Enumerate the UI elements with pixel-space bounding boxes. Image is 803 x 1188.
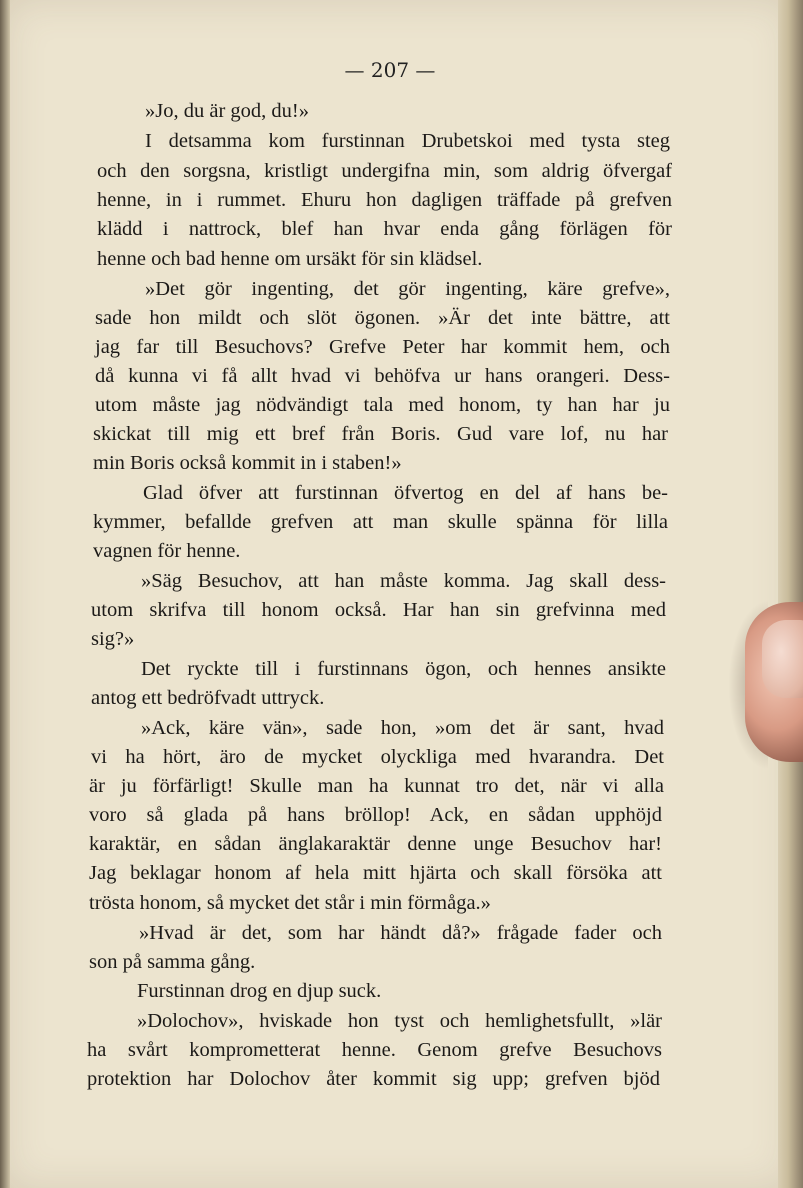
text-line: vagnen för henne.	[93, 540, 241, 562]
text-line: klädd i nattrock, blef han hvar enda gång förlägen för	[97, 218, 672, 240]
text-line: »Jo, du är god, du!»	[145, 100, 309, 122]
text-line: kymmer, befallde grefven att man skulle spänna för lilla	[93, 511, 668, 533]
text-line: »Hvad är det, som har händt då?» frågade fader och	[139, 922, 662, 944]
text-line: voro så glada på hans bröllop! Ack, en sådan upphöjd	[89, 804, 662, 826]
text-line: och den sorgsna, kristligt undergifna min, som aldrig öfvergaf	[97, 160, 672, 182]
text-line: sig?»	[91, 628, 135, 650]
text-line: karaktär, en sådan änglakaraktär denne unge Besuchov har!	[89, 833, 662, 855]
text-line: jag far till Besuchovs? Grefve Peter har kommit hem, och	[95, 336, 670, 358]
text-line: »Ack, käre vän», sade hon, »om det är sant, hvad	[141, 717, 664, 739]
text-line: sade hon mildt och slöt ögonen. »Är det inte bättre, att	[95, 307, 670, 329]
thumbnail-nail	[762, 620, 803, 698]
text-line: trösta honom, så mycket det står i min förmåga.»	[89, 892, 491, 914]
text-line: Det ryckte till i furstinnans ögon, och hennes ansikte	[141, 658, 666, 680]
text-line: skickat till mig ett bref från Boris. Gud vare lof, nu har	[93, 423, 668, 445]
page-number: — 207 —	[344, 58, 436, 82]
text-line: henne och bad henne om ursäkt för sin klädsel.	[97, 248, 483, 270]
text-line: är ju förfärligt! Skulle man ha kunnat tro det, när vi alla	[89, 775, 664, 797]
text-line: Furstinnan drog en djup suck.	[137, 980, 382, 1002]
text-line: I detsamma kom furstinnan Drubetskoi med tysta steg	[145, 130, 670, 152]
text-line: »Dolochov», hviskade hon tyst och hemlighetsfullt, »lär	[137, 1010, 662, 1032]
text-line: då kunna vi få allt hvad vi behöfva ur hans orangeri. Dess-	[95, 365, 670, 387]
text-line: utom skrifva till honom också. Har han sin grefvinna med	[91, 599, 666, 621]
text-line: »Säg Besuchov, att han måste komma. Jag skall dess-	[141, 570, 666, 592]
text-line: protektion har Dolochov åter kommit sig upp; grefven bjöd	[87, 1068, 660, 1090]
text-line: utom måste jag nödvändigt tala med honom, ty han har ju	[95, 394, 670, 416]
text-line: son på samma gång.	[89, 951, 256, 973]
text-line: min Boris också kommit in i staben!»	[93, 452, 402, 474]
text-line: Jag beklagar honom af hela mitt hjärta och skall försöka att	[89, 862, 662, 884]
text-line: henne, in i rummet. Ehuru hon dagligen träffade på grefven	[97, 189, 672, 211]
text-line: ha svårt komprometterat henne. Genom grefve Besuchovs	[87, 1039, 662, 1061]
text-line: antog ett bedröfvadt uttryck.	[91, 687, 325, 709]
text-line: »Det gör ingenting, det gör ingenting, käre grefve»,	[145, 278, 670, 300]
text-line: Glad öfver att furstinnan öfvertog en del af hans be-	[143, 482, 668, 504]
text-line: vi ha hört, äro de mycket olyckliga med hvarandra. Det	[91, 746, 664, 768]
